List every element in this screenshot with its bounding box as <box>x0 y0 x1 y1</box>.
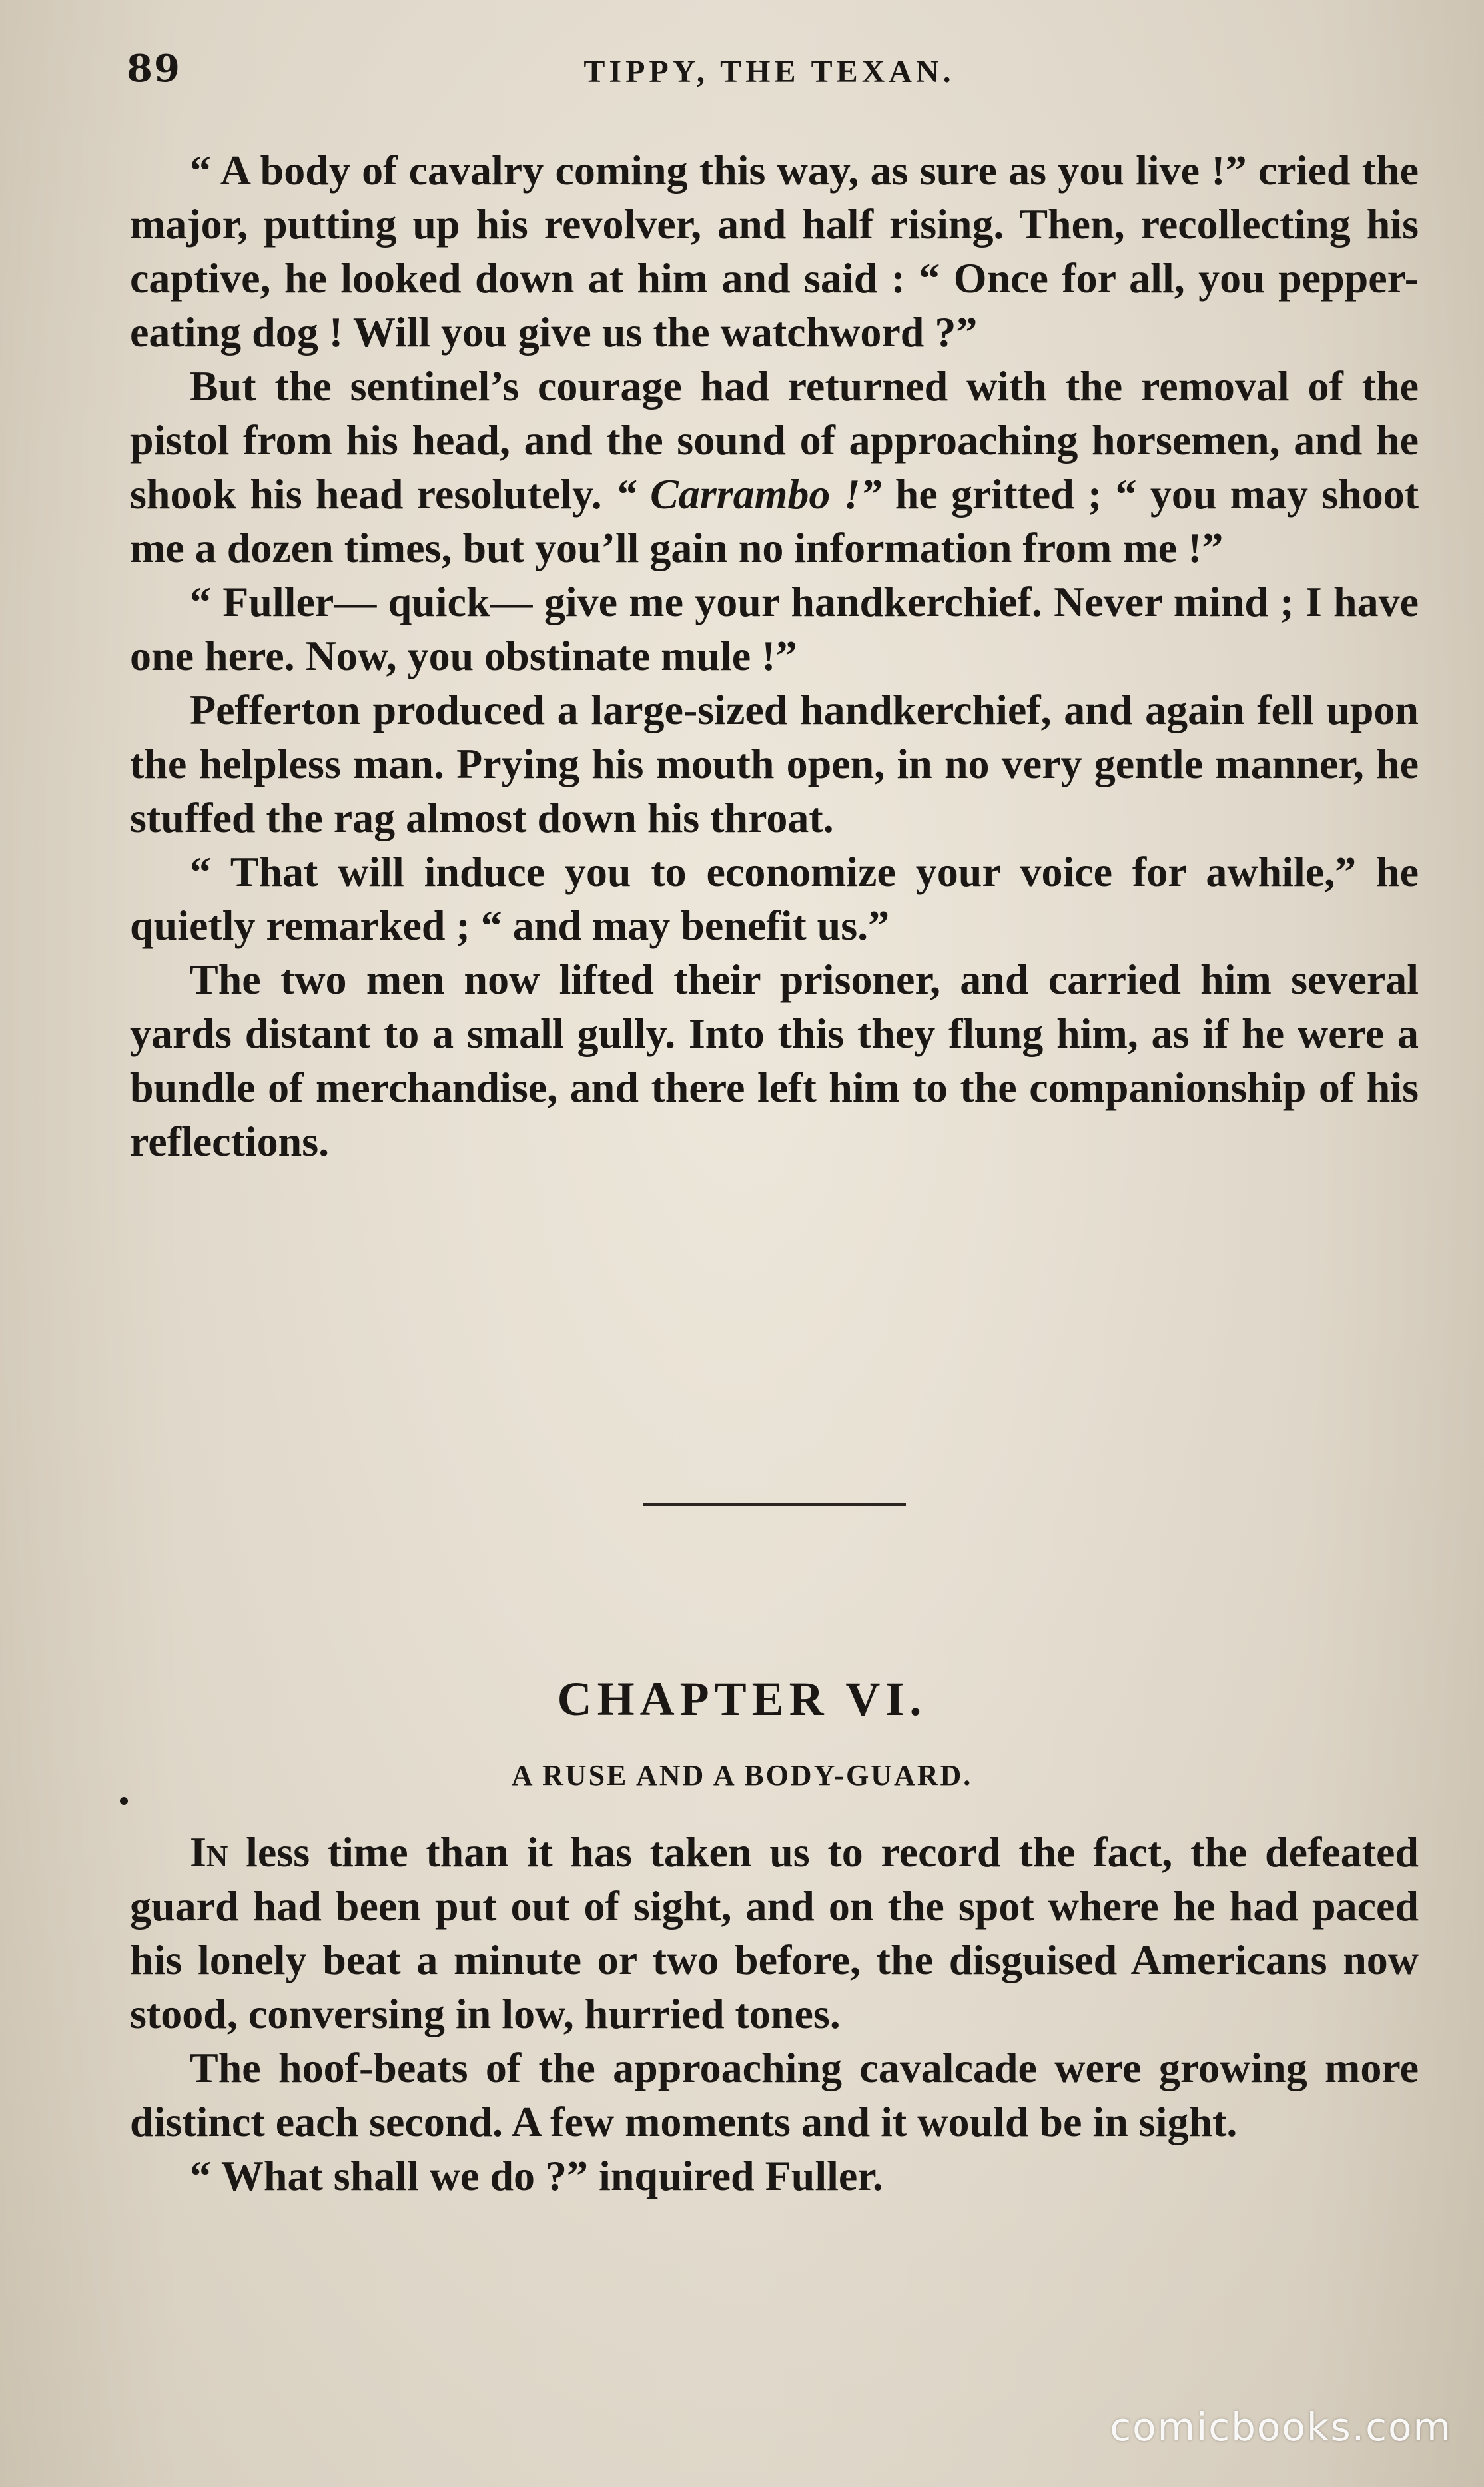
text-block-bottom <box>130 1825 1419 2203</box>
paragraph: “ A body of cavalry coming this way, as sure as you live !” cried the major, putting up his revolver, and half rising. Then, recollecting his captive, he looked down at him and said : “ Once for all, you pepper-eating dog ! Will you give us the watchword ?” <box>130 147 1419 356</box>
paragraph: “ Fuller— quick— give me your handkerchief. Never mind ; I have one here. Now, you obstinate mule !” <box>130 578 1419 679</box>
running-title: TIPPY, THE TEXAN. <box>583 54 955 89</box>
paragraph-text: But the sentinel’s courage had returned with the removal of the pistol from his head, and the sound of approaching horsemen, and he shook his head resolutely. <box>130 362 1419 518</box>
paragraph: The hoof-beats of the approaching cavalcade were growing more distinct each second. A few moments and it would be in sight. <box>130 2044 1419 2145</box>
paragraph <box>130 1825 1419 2041</box>
paragraph: The two men now lifted their prisoner, and carried him several yards distant to a small gully. Into this they flung him, as if he were a bundle of merchandise, and there left him to the companionship of his reflections. <box>130 956 1419 1165</box>
paragraph <box>130 359 1419 575</box>
paragraph: Pefferton produced a large-sized handkerchief, and again fell upon the helpless man. Prying his mouth open, in no very gentle manner, he stuffed the rag almost down his throat. <box>130 686 1419 841</box>
running-head <box>127 47 1412 100</box>
paragraph: “ That will induce you to economize your voice for awhile,” he quietly remarked ; “ and may benefit us.” <box>130 848 1419 949</box>
page-number: 89 <box>127 47 181 91</box>
watermark: comicbooks.com <box>1110 2404 1452 2450</box>
exclamation-italic: “ Carrambo !” <box>615 470 882 518</box>
chapter-title: CHAPTER VI. <box>557 1672 927 1726</box>
paragraph-text: he gritted ; “ you may shoot me a dozen times, but you’ll gain no information from me !” <box>130 470 1419 571</box>
text-block-top <box>130 143 1419 1168</box>
paragraph-text: less time than it has taken us to record the fact, the defeated guard had been put out of sight, and on the spot where he had paced his lonely beat a minute or two before, the disguised Americans now stood, conversing in low, hurried tones. <box>130 1828 1419 2037</box>
paragraph: “ What shall we do ?” inquired Fuller. <box>190 2152 883 2199</box>
chapter-subtitle: A RUSE AND A BODY-GUARD. <box>511 1759 973 1792</box>
ink-speck <box>120 1797 128 1805</box>
section-rule <box>643 1503 906 1506</box>
lead-word: In <box>190 1828 228 1876</box>
